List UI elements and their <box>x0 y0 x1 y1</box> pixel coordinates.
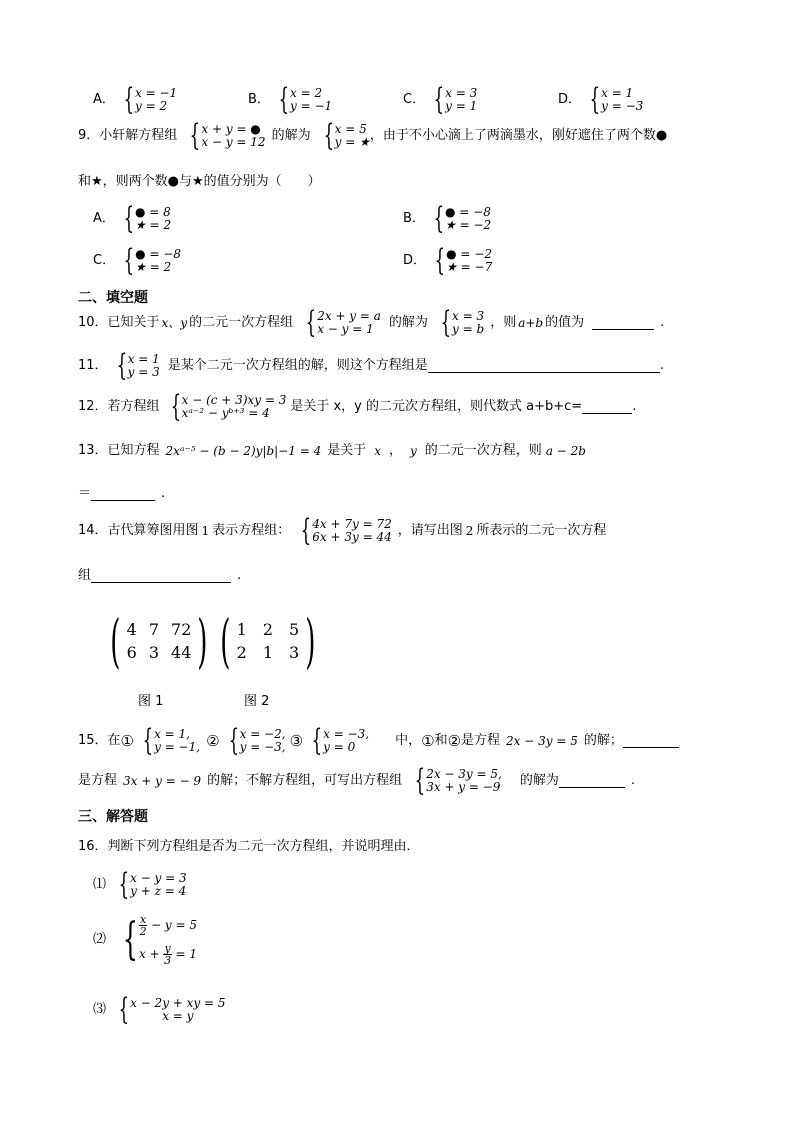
q10: 10．已知关于 x、y 的二元一次方程组 { 2x + y = a x − y = 1 的解为 { x = 3 y = b ，则 a+b 的值为 . <box>78 305 665 340</box>
section-heading-fill-in: 二、填空题 <box>78 290 148 306</box>
q15-answer-blank-1[interactable] <box>623 735 679 748</box>
q15-line2: 是方程 3x + y = − 9 的解；不解方程组，可写出方程组 { 2x − 3y = 5, 3x + y = −9 的解为 . <box>78 763 635 798</box>
q9-stem: 9．小轩解方程组 { x + y = ● x − y = 12 的解为 { x = 5 y = ★ ，由于不小心滴上了两滴墨水，刚好遮住了两个数● <box>78 118 668 153</box>
q11: 11． { x = 1 y = 3 是某个二元一次方程组的解，则这个方程组是 . <box>78 348 664 383</box>
q16-item-1: ⑴ { x − y = 3 y + z = 4 <box>93 867 187 902</box>
q9-option-b: B． { ● = −8 ★ = −2 <box>403 201 492 236</box>
q15: 15．在 ① { x = 1, y = −1, ② { x = −2, y = −3, ③ { x = −3, y = 0 中， ① 和 ② 是方程 2x − 3y = 5 的解； <box>78 727 679 755</box>
q12: 12．若方程组 { x − (c + 3)xy = 3 xᵃ⁻² − yᵇ⁺³ = 4 是关于 x，y 的二元次方程组，则代数式 a+b+c= . <box>78 389 637 424</box>
figure-2-caption: 图 2 <box>244 694 270 709</box>
q9-stem-line2: 和★，则两个数●与★的值分别为（ ） <box>78 174 321 189</box>
q14: 14．古代算筹图用图 1 表示方程组： { 4x + 7y = 72 6x + 3y = 44 ，请写出图 2 所表示的二元一次方程 <box>78 513 607 548</box>
q8-option-d: D． { x = 1 y = −3 <box>558 82 644 117</box>
q8-option-a: A． { x = −1 y = 2 <box>93 82 178 117</box>
q13-answer-blank[interactable] <box>91 488 155 501</box>
figure-2-matrix: ( 1 2 5 2 1 3 ) <box>220 607 316 675</box>
q8-option-b: B． { x = 2 y = −1 <box>248 82 333 117</box>
figure-1-caption: 图 1 <box>138 694 164 709</box>
q8-option-c: C． { x = 3 y = 1 <box>403 82 478 117</box>
q9-option-c: C． { ● = −8 ★ = 2 <box>93 243 182 278</box>
q14-answer-blank[interactable] <box>91 570 231 583</box>
q9-option-a: A． { ● = 8 ★ = 2 <box>93 201 172 236</box>
q14-line2: 组 . <box>78 568 242 583</box>
q16-item-3: ⑶ { x − 2y + xy = 5 x = y <box>93 992 226 1027</box>
q9-option-d: D． { ● = −2 ★ = −7 <box>403 243 493 278</box>
q15-answer-blank-2[interactable] <box>559 775 625 788</box>
q10-answer-blank[interactable] <box>592 317 654 330</box>
q13: 13．已知方程 2xᵃ⁻⁵ − (b − 2)y|b|−1 = 4 是关于 x ， y 的二元一次方程，则 a − 2b <box>78 443 586 458</box>
section-heading-solve: 三、解答题 <box>78 809 148 825</box>
q16-stem: 16．判断下列方程组是否为二元一次方程组，并说明理由． <box>78 839 420 854</box>
q12-answer-blank[interactable] <box>582 401 632 414</box>
q16-item-2: ⑵ { $\frac{x}{2}$ − y = 5 x + $\frac{y}{3}$ = 1 <box>93 913 198 967</box>
q11-answer-blank[interactable] <box>428 360 660 373</box>
q13-line2: ＝ . <box>78 486 166 501</box>
figure-1-matrix: ( 4 7 72 6 3 44 ) <box>110 607 208 675</box>
